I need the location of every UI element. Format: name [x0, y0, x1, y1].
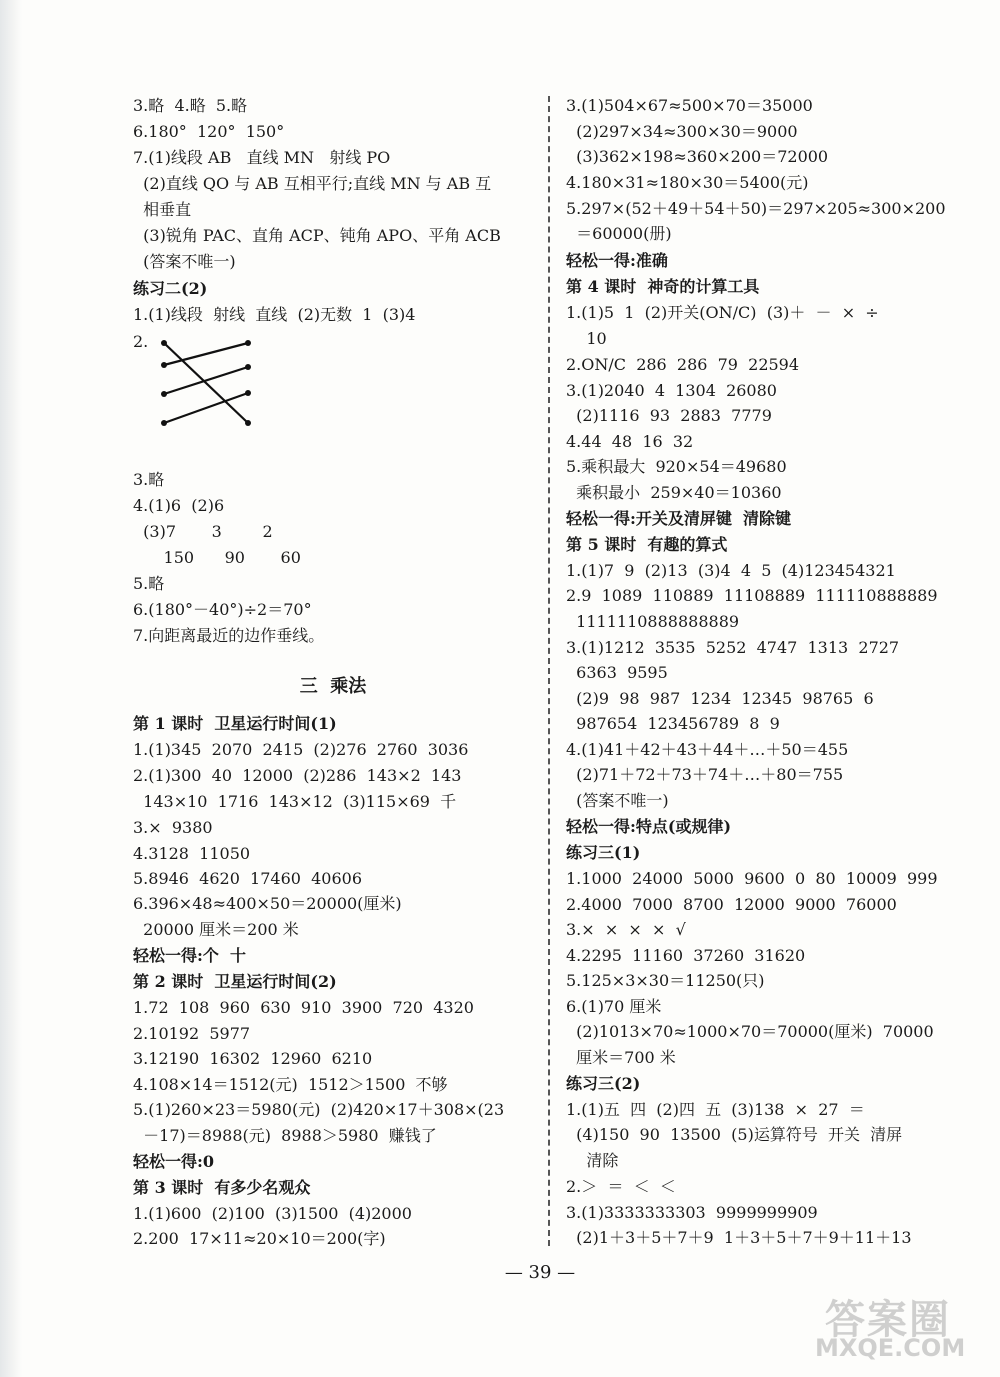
- text-line: 7.向距离最近的边作垂线。: [133, 626, 325, 645]
- text-line: 5.乘积最大 920×54＝49680: [566, 457, 787, 476]
- lesson-heading: 第 3 课时 有多少名观众: [133, 1178, 311, 1197]
- text-line: 2.: [133, 332, 149, 351]
- lesson-heading: 第 5 课时 有趣的算式: [566, 535, 728, 554]
- lesson-heading: 第 2 课时 卫星运行时间(2): [133, 972, 337, 991]
- text-line: 3.× × × × √: [566, 920, 686, 939]
- tip-line: 轻松一得:准确: [566, 251, 668, 270]
- page-number: — 39 —: [504, 1262, 576, 1283]
- section-heading: 练习二(2): [133, 279, 208, 298]
- lesson-heading: 第 4 课时 神奇的计算工具: [566, 277, 760, 296]
- text-line: 7.(1)线段 AB 直线 MN 射线 PO: [133, 148, 391, 167]
- text-line: 6.396×48≈400×50＝20000(厘米): [133, 894, 402, 913]
- point-dot: [161, 362, 167, 368]
- text-line: (2)直线 QO 与 AB 互相平行;直线 MN 与 AB 互: [133, 174, 492, 193]
- text-line: 4.(1)41＋42＋43＋44＋…＋50＝455: [566, 740, 849, 759]
- text-line: 6363 9595: [566, 663, 668, 682]
- page-edge-shadow: [0, 0, 22, 1377]
- text-line: 1.(1)5 1 (2)开关(ON/C) (3)＋ － × ÷: [566, 303, 879, 322]
- text-line: 6.(180°－40°)÷2＝70°: [133, 600, 312, 619]
- text-line: 987654 123456789 8 9: [566, 714, 780, 733]
- point-dot: [161, 420, 167, 426]
- text-line: 2.ON/C 286 286 79 22594: [566, 355, 800, 374]
- lesson-heading: 第 1 课时 卫星运行时间(1): [133, 714, 337, 733]
- point-dot: [245, 340, 251, 346]
- section-heading: 练习三(1): [566, 843, 641, 862]
- text-line: 3.× 9380: [133, 818, 213, 837]
- text-line: 2.200 17×11≈20×10＝200(字): [133, 1229, 386, 1248]
- text-line: 相垂直: [133, 200, 192, 219]
- text-line: 乘积最小 259×40＝10360: [566, 483, 782, 502]
- text-line: 3.(1)2040 4 1304 26080: [566, 381, 777, 400]
- text-line: 2.＞ ＝ ＜ ＜: [566, 1177, 676, 1196]
- text-line: (2)71＋72＋73＋74＋…＋80＝755: [566, 765, 844, 784]
- text-line: (2)1116 93 2883 7779: [566, 406, 772, 425]
- point-dot: [245, 390, 251, 396]
- text-line: －17)＝8988(元) 8988＞5980 赚钱了: [133, 1126, 437, 1145]
- text-line: (2)297×34≈300×30＝9000: [566, 122, 798, 141]
- text-line: 3.(1)3333333303 9999999909: [566, 1203, 818, 1222]
- point-dot: [161, 340, 167, 346]
- text-line: 150 90 60: [133, 548, 301, 567]
- text-line: 清除: [566, 1151, 619, 1170]
- text-line: 1.72 108 960 630 910 3900 720 4320: [133, 998, 474, 1017]
- text-line: 4.2295 11160 37260 31620: [566, 946, 806, 965]
- text-line: 2.10192 5977: [133, 1024, 251, 1043]
- point-dot: [245, 364, 251, 370]
- text-line: 1.(1)345 2070 2415 (2)276 2760 3036: [133, 740, 469, 759]
- watermark-logo: [815, 1288, 995, 1368]
- text-line: 10: [566, 329, 607, 348]
- tip-line: 轻松一得:特点(或规律): [566, 817, 732, 836]
- text-line: 5.(1)260×23＝5980(元) (2)420×17＋308×(23: [133, 1100, 505, 1119]
- text-line: 20000 厘米＝200 米: [133, 920, 299, 939]
- text-line: 3.略: [133, 470, 165, 489]
- text-line: 2.9 1089 110889 11108889 111110888889: [566, 586, 938, 605]
- text-line: (2)1＋3＋5＋7＋9 1＋3＋5＋7＋9＋11＋13: [566, 1228, 912, 1247]
- line-drawing-figure: [155, 335, 255, 431]
- point-dot: [161, 391, 167, 397]
- text-line: (3)7 3 2: [133, 522, 273, 541]
- text-line: 1.(1)线段 射线 直线 (2)无数 1 (3)4: [133, 305, 416, 324]
- text-line: 厘米＝700 米: [566, 1048, 676, 1067]
- text-line: 3.略 4.略 5.略: [133, 96, 248, 115]
- text-line: 3.(1)504×67≈500×70＝35000: [566, 96, 813, 115]
- text-line: (2)9 98 987 1234 12345 98765 6: [566, 689, 874, 708]
- section-heading: 练习三(2): [566, 1074, 641, 1093]
- watermark-bottom-text: MXQE.COM: [815, 1334, 966, 1362]
- text-line: 4.180×31≈180×30＝5400(元): [566, 173, 809, 192]
- tip-line: 轻松一得:个 十: [133, 946, 247, 965]
- text-line: 6.(1)70 厘米: [566, 997, 662, 1016]
- text-line: 4.3128 11050: [133, 844, 251, 863]
- text-line: (4)150 90 13500 (5)运算符号 开关 清屏: [566, 1125, 903, 1144]
- tip-line: 轻松一得:开关及清屏键 清除键: [566, 509, 792, 528]
- watermark-top-text: 答案圈: [825, 1297, 951, 1343]
- point-dot: [245, 420, 251, 426]
- text-line: 1111110888888889: [566, 612, 740, 631]
- column-divider: [548, 96, 550, 1246]
- text-line: 1.1000 24000 5000 9600 0 80 10009 999: [566, 869, 938, 888]
- text-line: 4.44 48 16 32: [566, 432, 694, 451]
- text-line: 1.(1)7 9 (2)13 (3)4 4 5 (4)123454321: [566, 561, 896, 580]
- drawn-line: [164, 367, 248, 394]
- text-line: (3)锐角 PAC、直角 ACP、钝角 APO、平角 ACB: [133, 226, 501, 245]
- text-line: (2)1013×70≈1000×70＝70000(厘米) 70000: [566, 1022, 934, 1041]
- text-line: 4.108×14＝1512(元) 1512＞1500 不够: [133, 1075, 448, 1094]
- text-line: 143×10 1716 143×12 (3)115×69 千: [133, 792, 457, 811]
- text-line: 2.(1)300 40 12000 (2)286 143×2 143: [133, 766, 462, 785]
- text-line: 2.4000 7000 8700 12000 9000 76000: [566, 895, 897, 914]
- text-line: 4.(1)6 (2)6: [133, 496, 225, 515]
- drawn-line: [164, 393, 248, 423]
- text-line: (答案不唯一): [566, 791, 669, 810]
- text-line: 5.8946 4620 17460 40606: [133, 869, 363, 888]
- text-line: 1.(1)600 (2)100 (3)1500 (4)2000: [133, 1204, 412, 1223]
- tip-line: 轻松一得:0: [133, 1152, 215, 1171]
- text-line: 3.(1)1212 3535 5252 4747 1313 2727: [566, 638, 900, 657]
- text-line: 5.297×(52＋49＋54＋50)＝297×205≈300×200: [566, 199, 946, 218]
- text-line: 1.(1)五 四 (2)四 五 (3)138 × 27 ＝: [566, 1100, 865, 1119]
- text-line: ＝60000(册): [566, 224, 672, 243]
- text-line: 5.略: [133, 574, 165, 593]
- chapter-title: 三 乘法: [299, 676, 367, 697]
- text-line: 6.180° 120° 150°: [133, 122, 285, 141]
- text-line: 5.125×3×30＝11250(只): [566, 971, 765, 990]
- text-line: (答案不唯一): [133, 252, 236, 271]
- text-line: 3.12190 16302 12960 6210: [133, 1049, 373, 1068]
- text-line: (3)362×198≈360×200＝72000: [566, 147, 829, 166]
